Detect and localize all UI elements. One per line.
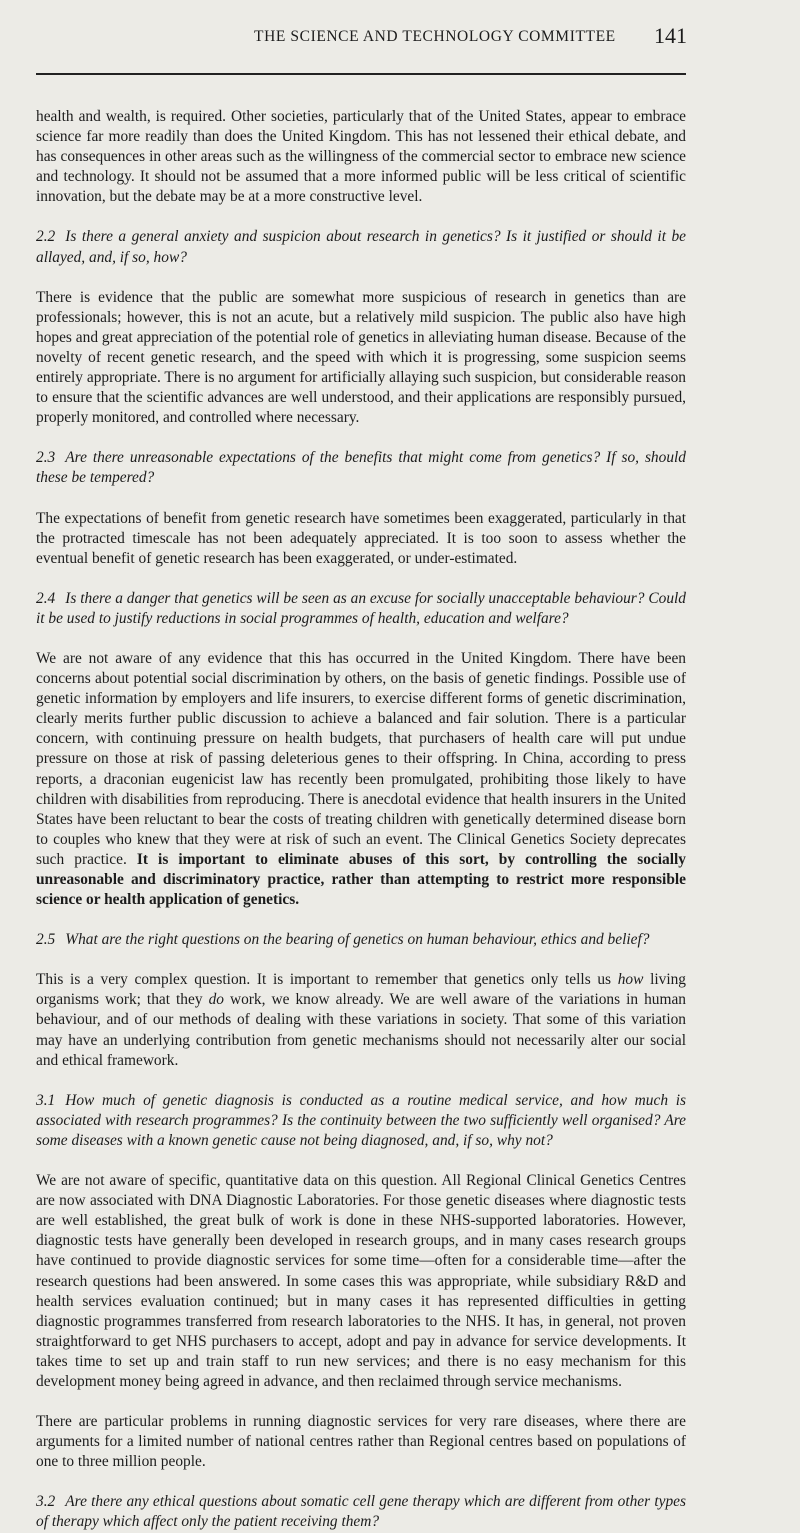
answer-text-after: living organisms work; that they (36, 971, 686, 1009)
running-title: THE SCIENCE AND TECHNOLOGY COMMITTEE (254, 28, 616, 45)
italic-how: how (617, 971, 644, 989)
answer-text-end: work, we know already. We are well aware of the variations in human behaviour, and of our methods of dealing with these variations in society. That some of this variation may have an underlying contribution from genetic mechanisms should not necessarily alter our social and ethical framework. (36, 991, 686, 1069)
answer-3-1: We are not aware of specific, quantitative data on this question. All Regional Clinical Genetics Centres are now associated with DNA Diagnostic Laboratories. For those genetic diseases where diagnostic tests are well established, the great bulk of work is done in these NHS-supported laboratories. However, diagnostic tests have generally been developed in research groups, and in many cases research groups have continued to provide diagnostic services for some time—often for a considerable time—after the research questions had been answered. In some cases this was appropriate, while subsidiary R&D and health services evaluation continued; but in many cases it has represented difficulties in getting diagnostic programmes transferred from research laboratories to the NHS. It has, in general, not proven straightforward to get NHS purchasers to accept, adopt and pay in advance for service developments. It takes time to set up and train staff to run new services; and there is no easy mechanism for this development money being agreed in advance, and then reclaimed through service mechanisms. (36, 1172, 686, 1390)
question-text: Are there any ethical questions about somatic cell gene therapy which are different from other types of therapy which affect only the patient receiving them? (36, 1493, 686, 1531)
answer-2-2: There is evidence that the public are somewhat more suspicious of research in genetics than are professionals; however, this is not an acute, but a relatively mild suspicion. The public also have high hopes and great appreciation of the potential role of genetics in alleviating human disease. Because of the novelty of recent genetic research, and the speed with which it is progressing, some suspicion seems entirely appropriate. There is no argument for artificially allaying such suspicion, but considerable reason to ensure that the scientific advances are well understood, and their applications are responsibly pursued, properly monitored, and controlled where necessary. (36, 288, 686, 427)
header-rule (36, 73, 686, 75)
question-3-2 (36, 1492, 686, 1532)
question-number: 3.2 (36, 1493, 56, 1511)
running-head (232, 20, 687, 50)
question-text: Is there a danger that genetics will be seen as an excuse for socially unacceptable behaviour? Could it be used to justify reductions in social programmes of health, education and welfare? (36, 589, 686, 627)
answer-2-5 (36, 970, 686, 1070)
paragraph-health-wealth: health and wealth, is required. Other societies, particularly that of the United States, appear to embrace science far more readily than does the United Kingdom. This has not lessened their ethical debate, and has consequences in other areas such as the willingness of the commercial sector to embrace new science and technology. It should not be assumed that a more informed public will be less critical of scientific innovation, but the debate may be at a more constructive level. (36, 108, 686, 206)
answer-text: We are not aware of any evidence that this has occurred in the United Kingdom. There have been concerns about potential social discrimination by others, on the basis of genetic findings. Possible use of genetic information by employers and life insurers, to exercise different forms of genetic discrimination, clearly merits further public discussion to achieve a balanced and fair solution. There is a particular concern, with continuing pressure on health budgets, that purchasers of health care will put undue pressure on those at risk of passing deleterious genes to their offspring. In China, according to press reports, a draconian eugenicist law has recently been promulgated, prohibiting those likely to have children with disabilities from reproducing. There is anecdotal evidence that health insurers in the United States have been reluctant to bear the costs of treating children with genetically determined disease born to couples who knew that they were at risk of such an event. The Clinical Genetics Society deprecates such practice. (36, 649, 686, 868)
question-2-3 (36, 448, 686, 488)
body-text (36, 107, 686, 1533)
answer-text-before: This is a very complex question. It is important to remember that genetics only tells us (36, 971, 612, 989)
question-number: 2.5 (36, 931, 56, 949)
italic-do: do (208, 991, 224, 1009)
question-2-4 (36, 589, 686, 629)
answer-bold-text: It is important to eliminate abuses of this sort, by controlling the socially unreasonable and discriminatory practice, rather than attempting to restrict more responsible science or health application of genetics. (36, 850, 686, 909)
question-number: 3.1 (36, 1091, 56, 1109)
question-text: How much of genetic diagnosis is conducted as a routine medical service, and how much is associated with research programmes? Is the continuity between the two sufficiently well organised? Are some diseases with a known genetic cause not being diagnosed, and, if so, why not? (36, 1091, 686, 1149)
question-number: 2.2 (36, 228, 56, 246)
question-text: Are there unreasonable expectations of the benefits that might come from genetics? If so, should these be tempered? (36, 449, 686, 487)
question-text: What are the right questions on the bearing of genetics on human behaviour, ethics and belief? (65, 931, 650, 949)
answer-3-1-continued: There are particular problems in running diagnostic services for very rare diseases, where there are arguments for a limited number of national centres rather than Regional centres based on populations of one to three million people. (36, 1413, 686, 1471)
question-2-2 (36, 227, 686, 267)
question-number: 2.3 (36, 449, 56, 467)
answer-2-3: The expectations of benefit from genetic research have sometimes been exaggerated, particularly in that the protracted timescale has not been adequately appreciated. It is too soon to assess whether the eventual benefit of genetic research has been exaggerated, or under-estimated. (36, 509, 686, 567)
question-number: 2.4 (36, 589, 56, 607)
page-number: 141 (654, 23, 687, 48)
question-3-1 (36, 1091, 686, 1151)
question-2-5 (36, 930, 686, 950)
question-text: Is there a general anxiety and suspicion about research in genetics? Is it justified or should it be allayed, and, if so, how? (36, 228, 686, 266)
answer-2-4 (36, 649, 686, 910)
